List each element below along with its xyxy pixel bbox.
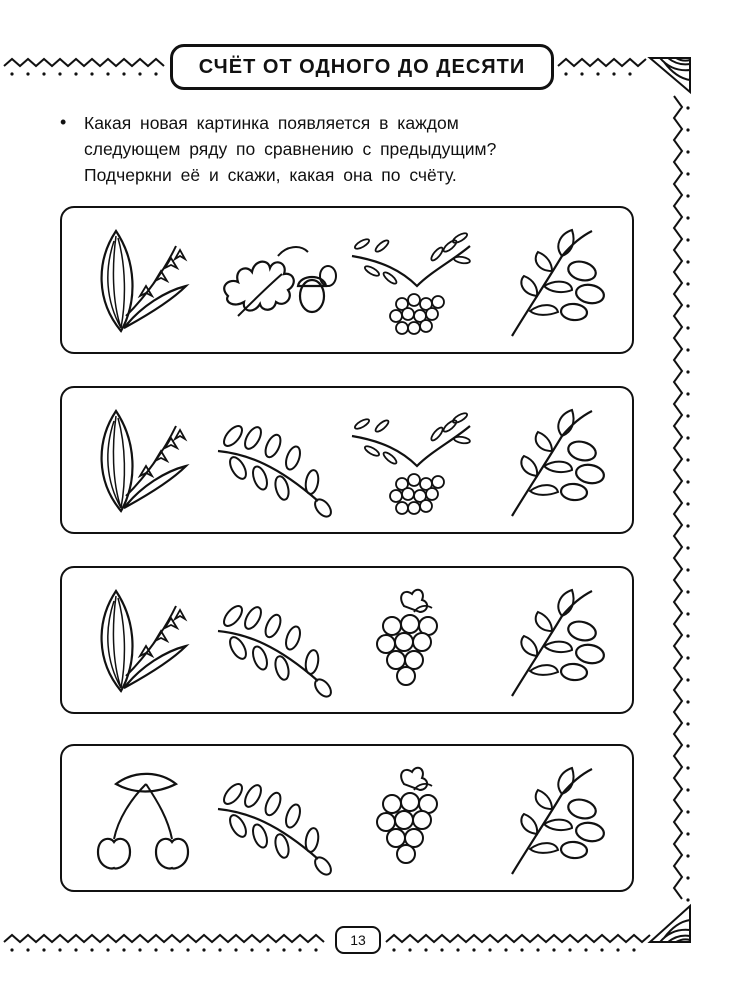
cherries-icon[interactable] bbox=[76, 754, 206, 884]
olive-branch-drawing bbox=[482, 216, 612, 346]
instruction-line-1: Какая новая картинка появляется в каждом bbox=[84, 113, 459, 133]
willow-branch-drawing bbox=[208, 396, 338, 526]
willow-branch-drawing bbox=[208, 576, 338, 706]
olive-branch-icon[interactable] bbox=[482, 754, 612, 884]
olive-branch-icon[interactable] bbox=[482, 576, 612, 706]
rowan-branch-icon[interactable] bbox=[342, 396, 472, 526]
page-number: 13 bbox=[335, 926, 381, 954]
corner-ornament-bottom-right bbox=[650, 906, 690, 942]
olive-branch-drawing bbox=[482, 754, 612, 884]
oak-leaf-with-acorn-drawing bbox=[208, 216, 338, 346]
grapes-icon[interactable] bbox=[342, 576, 472, 706]
picture-row-4 bbox=[60, 744, 634, 892]
grapes-icon[interactable] bbox=[342, 754, 472, 884]
olive-branch-drawing bbox=[482, 576, 612, 706]
cherries-drawing bbox=[76, 754, 206, 884]
page-title: СЧЁТ ОТ ОДНОГО ДО ДЕСЯТИ bbox=[170, 44, 554, 90]
rowan-branch-icon[interactable] bbox=[342, 216, 472, 346]
olive-branch-icon[interactable] bbox=[482, 396, 612, 526]
corner-ornament-top-right bbox=[650, 58, 690, 92]
lily-of-the-valley-icon[interactable] bbox=[76, 576, 206, 706]
picture-row-1 bbox=[60, 206, 634, 354]
grapes-drawing bbox=[342, 754, 472, 884]
rowan-branch-drawing bbox=[342, 216, 472, 346]
willow-branch-icon[interactable] bbox=[208, 754, 338, 884]
instruction-line-3: Подчеркни её и скажи, какая она по счёту. bbox=[84, 165, 457, 185]
willow-branch-icon[interactable] bbox=[208, 576, 338, 706]
olive-branch-icon[interactable] bbox=[482, 216, 612, 346]
lily-of-the-valley-drawing bbox=[76, 576, 206, 706]
lily-of-the-valley-drawing bbox=[76, 396, 206, 526]
picture-row-3 bbox=[60, 566, 634, 714]
rowan-branch-drawing bbox=[342, 396, 472, 526]
willow-branch-drawing bbox=[208, 754, 338, 884]
bullet: • bbox=[60, 112, 67, 132]
lily-of-the-valley-icon[interactable] bbox=[76, 216, 206, 346]
oak-leaf-with-acorn-icon[interactable] bbox=[208, 216, 338, 346]
lily-of-the-valley-drawing bbox=[76, 216, 206, 346]
instruction-line-2: следующем ряду по сравнению с предыдущим? bbox=[84, 139, 497, 159]
olive-branch-drawing bbox=[482, 396, 612, 526]
lily-of-the-valley-icon[interactable] bbox=[76, 396, 206, 526]
picture-row-2 bbox=[60, 386, 634, 534]
instruction-text bbox=[60, 110, 600, 188]
willow-branch-icon[interactable] bbox=[208, 396, 338, 526]
grapes-drawing bbox=[342, 576, 472, 706]
